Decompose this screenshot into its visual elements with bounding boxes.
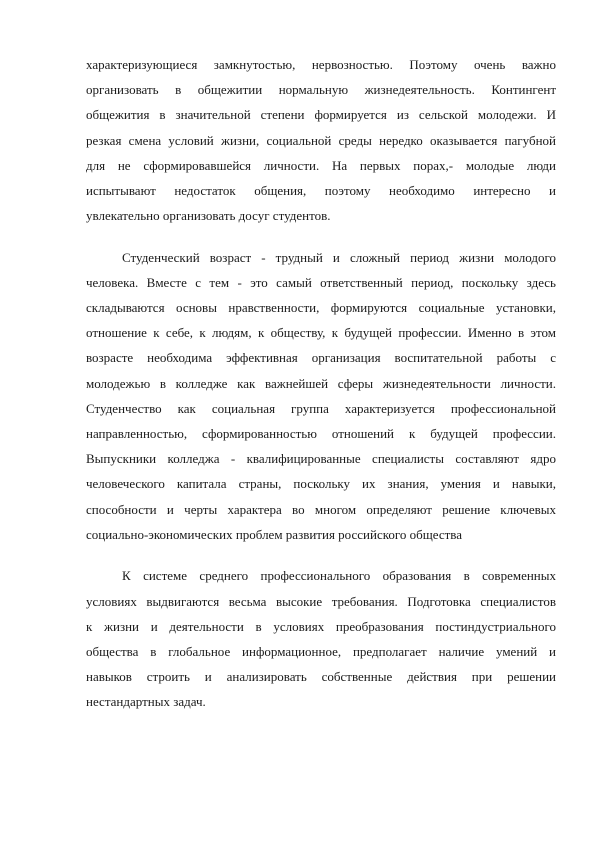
text-line: направленностью, сформированностью отношений к будущей профессии. xyxy=(86,426,556,442)
text-line: для не сформировавшейся личности. На первых порах,- молодые люди xyxy=(86,157,556,173)
text-line: Выпускники колледжа - квалифицированные специалисты составляют ядро xyxy=(86,451,556,467)
text-line: молодежью в колледже как важнейшей сферы жизнедеятельности личности. xyxy=(86,375,556,391)
text-line: характеризующиеся замкнутостью, нервозностью. Поэтому очень важно xyxy=(86,57,556,72)
text-line: человека. Вместе с тем - это самый ответственный период, поскольку здесь xyxy=(86,274,556,290)
paragraph-spacer xyxy=(86,547,556,563)
text-line: общежития в значительной степени формируется из сельской молодежи. И xyxy=(86,107,556,123)
text-line: резкая смена условий жизни, социальной среды нередко оказывается пагубной xyxy=(86,132,556,148)
paragraph-3 xyxy=(86,563,556,714)
text-line: К системе среднего профессионального образования в современных xyxy=(122,568,556,584)
text-line: Студенчество как социальная группа характеризуется профессиональной xyxy=(86,400,556,416)
text-line: социально-экономических проблем развития российского общества xyxy=(86,526,463,542)
text-line: организовать в общежитии нормальную жизнедеятельность. Контингент xyxy=(86,82,556,98)
text-line: условиях выдвигаются весьма высокие требования. Подготовка специалистов xyxy=(86,593,556,609)
text-line: отношение к себе, к людям, к обществу, к будущей профессии. Именно в этом xyxy=(86,325,556,341)
text-line: общества в глобальное информационное, предполагает наличие умений и xyxy=(86,643,556,659)
document-body xyxy=(86,52,556,714)
text-line: способности и черты характера во многом определяют решение ключевых xyxy=(86,501,556,517)
text-line: человеческого капитала страны, поскольку их знания, умения и навыки, xyxy=(86,476,556,492)
paragraph-1 xyxy=(86,52,556,228)
paragraph-spacer xyxy=(86,228,556,244)
text-line: возрасте необходима эффективная организация воспитательной работы с xyxy=(86,350,556,366)
text-line: Студенческий возраст - трудный и сложный период жизни молодого xyxy=(122,249,556,265)
text-line: испытывают недостаток общения, поэтому необходимо интересно и xyxy=(86,182,556,198)
text-line: нестандартных задач. xyxy=(86,694,206,710)
text-line: увлекательно организовать досуг студентов. xyxy=(86,208,331,224)
text-line: складываются основы нравственности, формируются социальные установки, xyxy=(86,300,556,316)
paragraph-2 xyxy=(86,245,556,547)
text-line: к жизни и деятельности в условиях преобразования постиндустриального xyxy=(86,618,556,634)
text-line: навыков строить и анализировать собственные действия при решении xyxy=(86,669,556,685)
